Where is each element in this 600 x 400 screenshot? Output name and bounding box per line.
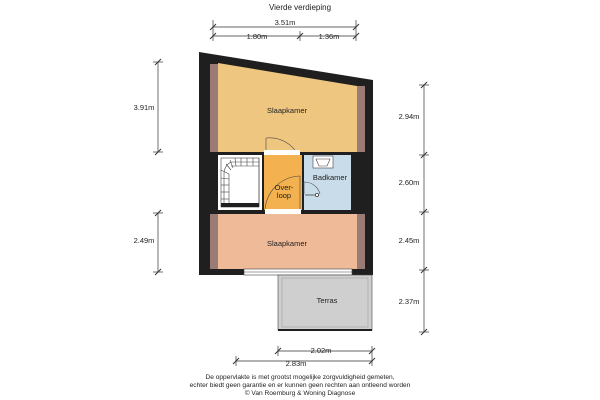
dim-right-2: 2.60m [398, 178, 420, 187]
dim-left-upper: 3.91m [133, 103, 155, 112]
disclaimer-line-1: De oppervlakte is met grootst mogelijke zorgvuldigheid gemeten, [205, 374, 395, 381]
dim-bottom-inner: 2.02m [310, 346, 332, 355]
dim-top-total: 3.51m [274, 18, 296, 27]
disclaimer-line-2: echter biedt geen garantie en er kunnen geen rechten aan ontleend worden [189, 382, 411, 390]
disclaimer [0, 374, 600, 399]
dim-right-1: 2.94m [398, 112, 420, 121]
dim-top-left: 1.80m [246, 32, 268, 41]
room-label-terrace: Terras [316, 296, 338, 305]
dim-left-lower: 2.49m [133, 236, 155, 245]
dim-top-right: 1.36m [318, 32, 340, 41]
balcony-door [244, 269, 352, 275]
room-label-bedroom-top: Slaapkamer [266, 106, 308, 115]
staircase-icon [221, 158, 259, 207]
stair-landing-edge [221, 203, 259, 207]
dim-right-4: 2.37m [398, 297, 420, 306]
floor-title: Vierde verdieping [268, 3, 332, 12]
sink-icon [313, 156, 333, 168]
room-label-bedroom-bottom: Slaapkamer [266, 239, 308, 248]
interior-wall [351, 155, 357, 210]
room-label-bathroom: Badkamer [312, 173, 348, 182]
dim-right-3: 2.45m [398, 236, 420, 245]
room-label-landing-1: Over- [274, 183, 294, 192]
disclaimer-line-3: © Van Roemburg & Woning Diagnose [244, 390, 356, 398]
door-opening-bottom [265, 209, 301, 214]
dim-bottom-outer: 2.83m [285, 359, 307, 368]
door-opening-top [264, 150, 300, 155]
room-label-landing-2: loop [276, 191, 292, 200]
